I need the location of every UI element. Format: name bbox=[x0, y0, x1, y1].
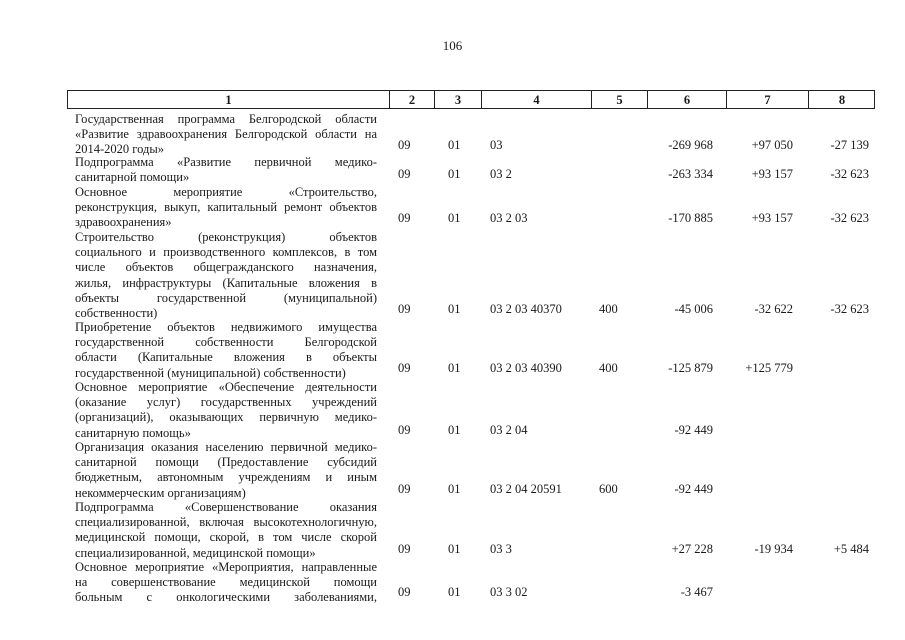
description-line: (оказание услуг) государственных учреждений bbox=[75, 395, 377, 410]
cell-c8: -27 139 bbox=[830, 138, 869, 152]
row-description bbox=[75, 155, 377, 185]
cell-c3: 01 bbox=[448, 361, 461, 375]
row-description bbox=[75, 230, 377, 321]
cell-c7: -19 934 bbox=[754, 542, 793, 556]
cell-c4: 03 bbox=[490, 138, 503, 152]
cell-c6: -125 879 bbox=[668, 361, 713, 375]
description-line: (организаций), оказывающих первичную медико- bbox=[75, 410, 377, 425]
cell-c4: 03 2 03 40370 bbox=[490, 302, 562, 316]
cell-c7: +97 050 bbox=[751, 138, 793, 152]
description-line: реконструкция, выкуп, капитальный ремонт объектов bbox=[75, 200, 377, 215]
cell-c3: 01 bbox=[448, 211, 461, 225]
description-line: собственности) bbox=[75, 305, 158, 320]
description-line: бюджетным, автономным учреждениям и иным bbox=[75, 470, 377, 485]
description-line: здравоохранения» bbox=[75, 215, 172, 230]
cell-c2: 09 bbox=[398, 211, 411, 225]
description-line: Государственная программа Белгородской области bbox=[75, 112, 377, 126]
header-col-3: 3 bbox=[435, 91, 482, 108]
cell-c6: -92 449 bbox=[674, 482, 713, 496]
cell-c4: 03 3 02 bbox=[490, 585, 528, 599]
cell-c8: -32 623 bbox=[830, 211, 869, 225]
header-col-7: 7 bbox=[727, 91, 809, 108]
row-description bbox=[75, 500, 377, 561]
description-line: 2014-2020 годы» bbox=[75, 142, 165, 157]
cell-c2: 09 bbox=[398, 167, 411, 181]
cell-c4: 03 2 bbox=[490, 167, 512, 181]
cell-c4: 03 2 03 bbox=[490, 211, 528, 225]
row-description bbox=[75, 112, 377, 158]
description-line: специализированной, медицинской помощи» bbox=[75, 545, 316, 560]
description-line: Подпрограмма «Совершенствование оказания bbox=[75, 500, 377, 514]
table-header bbox=[67, 90, 875, 109]
description-line: области (Капитальные вложения в объекты bbox=[75, 350, 377, 365]
cell-c7: +93 157 bbox=[751, 167, 793, 181]
description-line: Основное мероприятие «Мероприятия, направленные bbox=[75, 560, 377, 574]
cell-c3: 01 bbox=[448, 138, 461, 152]
description-line: медицинской помощи, скорой, в том числе скорой bbox=[75, 530, 377, 545]
header-col-8: 8 bbox=[838, 93, 846, 107]
row-description bbox=[75, 380, 377, 441]
cell-c4: 03 2 03 40390 bbox=[490, 361, 562, 375]
cell-c2: 09 bbox=[398, 302, 411, 316]
description-line: санитарную помощь» bbox=[75, 425, 191, 440]
cell-c6: -92 449 bbox=[674, 423, 713, 437]
description-line: государственной (муниципальной) собственности) bbox=[75, 365, 346, 380]
cell-c6: +27 228 bbox=[671, 542, 713, 556]
cell-c3: 01 bbox=[448, 167, 461, 181]
description-line: Организация оказания населению первичной медико- bbox=[75, 440, 377, 454]
description-line: Строительство (реконструкция) объектов bbox=[75, 230, 377, 244]
description-line: числе объектов общегражданского назначения, bbox=[75, 260, 377, 275]
row-description bbox=[75, 560, 377, 606]
header-col-5: 5 bbox=[592, 91, 648, 108]
cell-c2: 09 bbox=[398, 361, 411, 375]
description-line: санитарной помощи (Предоставление субсидий bbox=[75, 455, 377, 470]
cell-c6: -263 334 bbox=[668, 167, 713, 181]
cell-c6: -269 968 bbox=[668, 138, 713, 152]
description-line: Подпрограмма «Развитие первичной медико- bbox=[75, 155, 377, 169]
cell-c6: -45 006 bbox=[674, 302, 713, 316]
cell-c6: -3 467 bbox=[680, 585, 713, 599]
header-col-4: 4 bbox=[482, 91, 592, 108]
cell-c2: 09 bbox=[398, 423, 411, 437]
row-description bbox=[75, 320, 377, 381]
cell-c5: 400 bbox=[599, 361, 618, 375]
description-line: жилья, инфраструктуры (Капитальные вложения в bbox=[75, 275, 377, 290]
cell-c7: +93 157 bbox=[751, 211, 793, 225]
header-col-2: 2 bbox=[390, 91, 435, 108]
description-line: Основное мероприятие «Строительство, bbox=[75, 185, 377, 199]
description-line: больным с онкологическими заболеваниями, bbox=[75, 590, 377, 605]
description-line: санитарной помощи» bbox=[75, 170, 190, 185]
cell-c7: +125 779 bbox=[745, 361, 793, 375]
cell-c4: 03 3 bbox=[490, 542, 512, 556]
cell-c3: 01 bbox=[448, 585, 461, 599]
cell-c5: 600 bbox=[599, 482, 618, 496]
row-description bbox=[75, 440, 377, 501]
description-line: социального и производственного комплексов, в том bbox=[75, 245, 377, 260]
cell-c4: 03 2 04 bbox=[490, 423, 528, 437]
cell-c3: 01 bbox=[448, 423, 461, 437]
cell-c2: 09 bbox=[398, 482, 411, 496]
page-number: 106 bbox=[442, 38, 463, 53]
row-description bbox=[75, 185, 377, 231]
description-line: на совершенствование медицинской помощи bbox=[75, 575, 377, 590]
cell-c2: 09 bbox=[398, 138, 411, 152]
cell-c8: -32 623 bbox=[830, 167, 869, 181]
cell-c2: 09 bbox=[398, 542, 411, 556]
description-line: специализированной, включая высокотехнологичную, bbox=[75, 515, 377, 530]
cell-c6: -170 885 bbox=[668, 211, 713, 225]
description-line: некоммерческим организациям) bbox=[75, 485, 246, 500]
description-line: государственной собственности Белгородской bbox=[75, 335, 377, 350]
cell-c2: 09 bbox=[398, 585, 411, 599]
cell-c5: 400 bbox=[599, 302, 618, 316]
cell-c4: 03 2 04 20591 bbox=[490, 482, 562, 496]
cell-c3: 01 bbox=[448, 482, 461, 496]
description-line: объекты государственной (муниципальной) bbox=[75, 290, 377, 305]
cell-c8: +5 484 bbox=[833, 542, 869, 556]
header-col-1: 1 bbox=[68, 91, 390, 108]
cell-c8: -32 623 bbox=[830, 302, 869, 316]
cell-c3: 01 bbox=[448, 542, 461, 556]
header-col-6: 6 bbox=[648, 91, 727, 108]
description-line: «Развитие здравоохранения Белгородской области на bbox=[75, 127, 377, 142]
cell-c7: -32 622 bbox=[754, 302, 793, 316]
description-line: Приобретение объектов недвижимого имущества bbox=[75, 320, 377, 334]
cell-c3: 01 bbox=[448, 302, 461, 316]
description-line: Основное мероприятие «Обеспечение деятельности bbox=[75, 380, 377, 394]
